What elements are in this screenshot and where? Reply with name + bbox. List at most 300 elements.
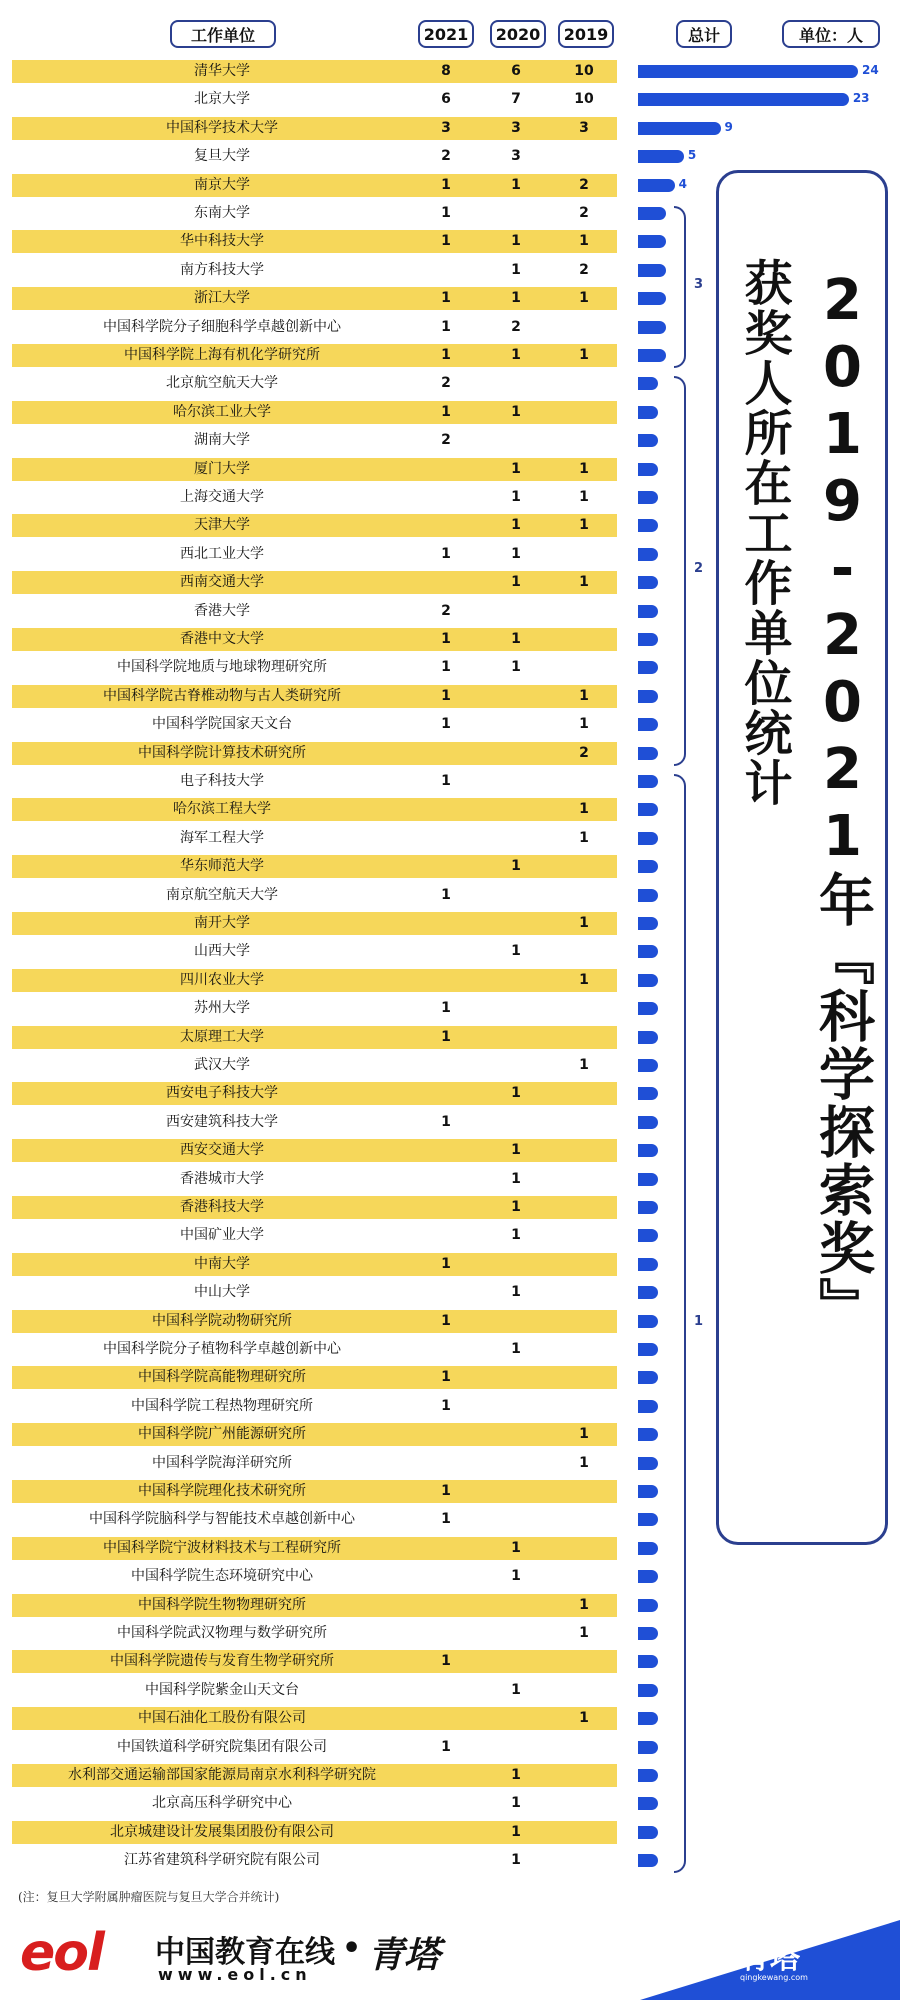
value-y2020: 1 — [511, 943, 521, 960]
value-y2020: 7 — [511, 91, 521, 108]
value-y2020: 1 — [511, 1227, 521, 1244]
table-row — [12, 1310, 617, 1333]
total-bar — [638, 1712, 658, 1725]
value-y2021: 1 — [441, 886, 451, 903]
total-bar — [638, 1144, 658, 1157]
value-y2020: 1 — [511, 1681, 521, 1698]
title-box — [716, 170, 888, 1545]
total-bar — [638, 321, 666, 334]
value-y2020: 1 — [511, 290, 521, 307]
unit-name: 华中科技大学 — [180, 233, 264, 250]
value-y2021 — [426, 1338, 466, 1361]
value-y2019: 1 — [579, 517, 589, 534]
value-y2019 — [564, 1026, 604, 1049]
unit-name: 南方科技大学 — [180, 261, 264, 278]
total-bar — [638, 1741, 658, 1754]
table-row — [12, 1480, 617, 1503]
value-y2019 — [564, 1082, 604, 1105]
value-y2020: 1 — [511, 1341, 521, 1357]
value-y2021 — [426, 1224, 466, 1247]
unit-name: 哈尔滨工业大学 — [173, 403, 271, 420]
total-bar — [638, 661, 658, 674]
table-row — [12, 486, 617, 509]
unit-name: 北京城建设计发展集团股份有限公司 — [110, 1823, 334, 1840]
footer — [0, 1905, 900, 2000]
value-y2021 — [426, 1452, 466, 1475]
table-row — [12, 628, 617, 651]
value-y2019: 1 — [579, 574, 589, 591]
value-y2020: 1 — [511, 1170, 521, 1187]
value-y2019: 2 — [579, 205, 589, 221]
unit-name: 中国科学院武汉物理与数学研究所 — [117, 1625, 327, 1641]
value-y2020: 2 — [511, 318, 521, 335]
value-y2020: 1 — [511, 545, 521, 562]
total-bar — [638, 122, 721, 135]
value-y2020: 1 — [511, 1284, 521, 1301]
value-y2020 — [496, 1594, 536, 1617]
value-y2021: 2 — [441, 148, 451, 165]
value-y2021 — [426, 742, 466, 765]
value-y2020 — [496, 997, 536, 1020]
unit-name: 中国科学院生物物理研究所 — [138, 1596, 306, 1613]
table-row — [12, 600, 617, 623]
unit-name: 中国科学院上海有机化学研究所 — [124, 347, 320, 363]
value-y2020: 1 — [511, 659, 521, 676]
table-row — [12, 429, 617, 452]
unit-name: 中国科学院地质与地球物理研究所 — [117, 659, 327, 676]
value-y2021 — [426, 1082, 466, 1105]
value-y2021 — [426, 1281, 466, 1304]
value-y2020: 1 — [511, 1767, 521, 1783]
value-y2020 — [496, 1622, 536, 1645]
value-y2019: 1 — [579, 829, 589, 846]
total-bar — [638, 1797, 658, 1810]
value-y2019 — [564, 1253, 604, 1276]
total-bar — [638, 1087, 658, 1100]
value-y2019 — [564, 543, 604, 566]
value-y2021: 1 — [441, 716, 451, 733]
unit-name: 中国科学院宁波材料技术与工程研究所 — [103, 1539, 341, 1556]
value-y2019: 1 — [579, 1710, 589, 1727]
table-row — [12, 940, 617, 963]
value-y2021: 1 — [441, 1511, 451, 1528]
unit-name: 浙江大学 — [194, 290, 250, 307]
table-row — [12, 287, 617, 310]
value-y2021: 8 — [441, 63, 451, 79]
unit-name: 中国科学院遗传与发育生物学研究所 — [110, 1653, 334, 1670]
value-y2021: 1 — [441, 1113, 451, 1130]
table-row — [12, 1082, 617, 1105]
value-y2019: 1 — [579, 1596, 589, 1613]
value-y2019: 1 — [579, 460, 589, 477]
unit-name: 中国科学院理化技术研究所 — [138, 1483, 306, 1499]
table-row — [12, 742, 617, 765]
bar-value-label: 23 — [852, 91, 870, 106]
value-y2020: 1 — [511, 1085, 521, 1102]
unit-name: 电子科技大学 — [180, 773, 264, 789]
table-row — [12, 60, 617, 83]
value-y2020: 1 — [511, 489, 521, 505]
table-row — [12, 1736, 617, 1759]
heart-icon: ♡ — [700, 1933, 731, 1973]
value-y2020: 3 — [511, 148, 521, 165]
table-row — [12, 1139, 617, 1162]
table-row — [12, 1054, 617, 1077]
value-y2019 — [564, 1508, 604, 1531]
unit-name: 东南大学 — [194, 205, 250, 221]
value-y2020 — [496, 770, 536, 793]
value-y2019: 2 — [579, 261, 589, 278]
value-y2021 — [426, 1537, 466, 1560]
unit-name: 中国科学院紫金山天文台 — [145, 1681, 299, 1698]
partner-url: qingkewang.com — [740, 1973, 808, 1982]
value-y2019 — [564, 1139, 604, 1162]
total-bar — [638, 1343, 658, 1356]
total-bar — [638, 1684, 658, 1697]
bar-value-label: 9 — [724, 119, 733, 134]
value-y2019 — [564, 1168, 604, 1191]
value-y2020: 1 — [511, 347, 521, 363]
value-y2020 — [496, 1650, 536, 1673]
value-y2020 — [496, 1111, 536, 1134]
table-row — [12, 1366, 617, 1389]
table-row — [12, 202, 617, 225]
table-row — [12, 1764, 617, 1787]
total-bar — [638, 1201, 658, 1214]
unit-name: 中南大学 — [194, 1255, 250, 1272]
unit-name: 四川农业大学 — [180, 971, 264, 988]
value-y2019 — [564, 1764, 604, 1787]
value-y2020 — [496, 429, 536, 452]
value-y2020: 3 — [511, 119, 521, 136]
total-bar — [638, 1059, 658, 1072]
total-bar — [638, 775, 658, 788]
total-bar — [638, 207, 666, 220]
value-y2021: 1 — [441, 1369, 451, 1386]
value-y2020: 1 — [511, 1199, 521, 1215]
table-row — [12, 685, 617, 708]
table-row — [12, 571, 617, 594]
value-y2021: 1 — [441, 1028, 451, 1045]
value-y2019: 10 — [574, 63, 594, 79]
table-row — [12, 1849, 617, 1872]
total-bar — [638, 1655, 658, 1668]
value-y2021 — [426, 1565, 466, 1588]
unit-name: 中国科学院海洋研究所 — [152, 1454, 292, 1471]
total-bar — [638, 434, 658, 447]
value-y2021: 1 — [441, 1653, 451, 1670]
value-y2019 — [564, 429, 604, 452]
total-bar — [638, 1116, 658, 1129]
table-row — [12, 344, 617, 367]
table-row — [12, 1537, 617, 1560]
table-row — [12, 1168, 617, 1191]
unit-name: 中国科学院脑科学与智能技术卓越创新中心 — [89, 1511, 355, 1528]
value-y2021: 1 — [441, 773, 451, 789]
table-row — [12, 1821, 617, 1844]
partner-logo-right: 青塔 — [740, 1941, 800, 1976]
table-row — [12, 1253, 617, 1276]
value-y2021: 1 — [441, 1738, 451, 1755]
value-y2019: 2 — [579, 176, 589, 193]
value-y2020 — [496, 742, 536, 765]
unit-name: 武汉大学 — [194, 1057, 250, 1073]
header-2021: 2021 — [418, 20, 474, 48]
value-y2019: 1 — [579, 801, 589, 818]
chart-subtitle: 获奖人所在工作单位统计 — [736, 258, 792, 808]
table-row — [12, 1622, 617, 1645]
value-y2021: 1 — [441, 318, 451, 335]
value-y2021: 1 — [441, 545, 451, 562]
table-row — [12, 316, 617, 339]
value-y2019 — [564, 401, 604, 424]
value-y2019: 1 — [579, 1625, 589, 1641]
value-y2019 — [564, 1736, 604, 1759]
value-y2020 — [496, 827, 536, 850]
value-y2019 — [564, 1281, 604, 1304]
table-row — [12, 798, 617, 821]
value-y2019: 1 — [579, 489, 589, 505]
value-y2021 — [426, 1707, 466, 1730]
value-y2019: 1 — [579, 1057, 589, 1073]
value-y2019 — [564, 1821, 604, 1844]
value-y2019: 1 — [579, 915, 589, 931]
value-y2019 — [564, 1537, 604, 1560]
value-y2021 — [426, 855, 466, 878]
chart-title: 2019-2021年『科学探索奖』 — [810, 268, 875, 1335]
table-row — [12, 1026, 617, 1049]
unit-name: 南京大学 — [194, 176, 250, 193]
partner-logo: 青塔 — [368, 1934, 441, 1976]
table-row — [12, 514, 617, 537]
value-y2021 — [426, 798, 466, 821]
value-y2020 — [496, 1480, 536, 1503]
value-y2021: 1 — [441, 1000, 451, 1017]
value-y2019 — [564, 1565, 604, 1588]
value-y2019: 1 — [579, 233, 589, 250]
total-bar — [638, 718, 658, 731]
total-bar — [638, 1485, 658, 1498]
value-y2019: 1 — [579, 1426, 589, 1443]
group-brace — [674, 376, 686, 765]
unit-name: 华东师范大学 — [180, 858, 264, 875]
unit-name: 中山大学 — [194, 1284, 250, 1301]
table-row — [12, 1395, 617, 1418]
unit-name: 香港中文大学 — [180, 631, 264, 647]
total-bar — [638, 179, 675, 192]
table-row — [12, 997, 617, 1020]
value-y2021 — [426, 1764, 466, 1787]
unit-name: 天津大学 — [194, 517, 250, 534]
header-unit-label: 单位：人 — [782, 20, 880, 48]
value-y2021 — [426, 486, 466, 509]
value-y2019 — [564, 1792, 604, 1815]
total-bar — [638, 65, 858, 78]
value-y2021 — [426, 940, 466, 963]
value-y2019 — [564, 372, 604, 395]
value-y2021 — [426, 1679, 466, 1702]
unit-name: 水利部交通运输部国家能源局南京水利科学研究院 — [68, 1767, 376, 1783]
value-y2020: 1 — [511, 1823, 521, 1840]
total-bar — [638, 974, 658, 987]
value-y2021: 1 — [441, 1255, 451, 1272]
unit-name: 西安建筑科技大学 — [166, 1113, 278, 1130]
value-y2020: 1 — [511, 574, 521, 591]
value-y2021: 1 — [441, 1483, 451, 1499]
table-row — [12, 912, 617, 935]
table-row — [12, 827, 617, 850]
value-y2021 — [426, 1196, 466, 1219]
unit-name: 南开大学 — [194, 915, 250, 931]
value-y2021 — [426, 1168, 466, 1191]
table-row — [12, 969, 617, 992]
total-bar — [638, 747, 658, 760]
total-bar — [638, 150, 684, 163]
total-bar — [638, 1542, 658, 1555]
value-y2019 — [564, 770, 604, 793]
value-y2019 — [564, 1366, 604, 1389]
unit-name: 湖南大学 — [194, 432, 250, 449]
value-y2019: 1 — [579, 347, 589, 363]
unit-name: 中国石油化工股份有限公司 — [138, 1710, 306, 1727]
unit-name: 中国科学院广州能源研究所 — [138, 1426, 306, 1443]
value-y2019: 2 — [579, 744, 589, 761]
unit-name: 香港大学 — [194, 602, 250, 619]
value-y2020 — [496, 1707, 536, 1730]
unit-name: 中国科学院生态环境研究中心 — [131, 1568, 313, 1585]
value-y2021 — [426, 259, 466, 282]
value-y2021: 3 — [441, 119, 451, 136]
group-brace — [674, 206, 686, 368]
value-y2021: 1 — [441, 347, 451, 363]
total-bar — [638, 463, 658, 476]
total-bar — [638, 264, 666, 277]
value-y2021 — [426, 1423, 466, 1446]
value-y2021: 1 — [441, 176, 451, 193]
value-y2021: 1 — [441, 403, 451, 420]
unit-name: 南京航空航天大学 — [166, 886, 278, 903]
value-y2020: 6 — [511, 63, 521, 79]
value-y2020 — [496, 685, 536, 708]
total-bar — [638, 1428, 658, 1441]
table-row — [12, 117, 617, 140]
group-brace-label: 3 — [694, 277, 704, 292]
table-row — [12, 543, 617, 566]
footnote: (注：复旦大学附属肿瘤医院与复旦大学合并统计) — [18, 1890, 280, 1904]
value-y2019 — [564, 145, 604, 168]
total-bar — [638, 548, 658, 561]
value-y2021 — [426, 1849, 466, 1872]
total-bar — [638, 1400, 658, 1413]
total-bar — [638, 1002, 658, 1015]
total-bar — [638, 1599, 658, 1612]
value-y2021: 6 — [441, 91, 451, 108]
value-y2019: 1 — [579, 290, 589, 307]
eol-brand-name: 中国教育在线 — [155, 1935, 335, 1970]
value-y2020: 1 — [511, 1142, 521, 1159]
value-y2021 — [426, 1054, 466, 1077]
value-y2021: 2 — [441, 375, 451, 392]
value-y2021: 1 — [441, 290, 451, 307]
value-y2021: 1 — [441, 1312, 451, 1329]
value-y2021: 1 — [441, 631, 451, 647]
value-y2019 — [564, 316, 604, 339]
value-y2020 — [496, 202, 536, 225]
value-y2020: 1 — [511, 1568, 521, 1585]
total-bar — [638, 1854, 658, 1867]
total-bar — [638, 1371, 658, 1384]
table-row — [12, 1792, 617, 1815]
value-y2020 — [496, 1423, 536, 1446]
value-y2019 — [564, 1395, 604, 1418]
value-y2019 — [564, 600, 604, 623]
table-row — [12, 1196, 617, 1219]
total-bar — [638, 690, 658, 703]
table-row — [12, 1452, 617, 1475]
total-bar — [638, 1286, 658, 1299]
total-bar — [638, 945, 658, 958]
group-brace-label: 1 — [694, 1313, 704, 1329]
value-y2021 — [426, 514, 466, 537]
value-y2019 — [564, 1196, 604, 1219]
value-y2019 — [564, 1338, 604, 1361]
value-y2020: 1 — [511, 631, 521, 647]
table-row — [12, 372, 617, 395]
value-y2021 — [426, 1821, 466, 1844]
header-2020: 2020 — [490, 20, 546, 48]
total-bar — [638, 1457, 658, 1470]
total-bar — [638, 1627, 658, 1640]
value-y2019 — [564, 1480, 604, 1503]
table-row — [12, 1224, 617, 1247]
value-y2021 — [426, 1792, 466, 1815]
total-bar — [638, 832, 658, 845]
total-bar — [638, 860, 658, 873]
unit-name: 中国矿业大学 — [180, 1227, 264, 1244]
table-row — [12, 1281, 617, 1304]
unit-name: 海军工程大学 — [180, 829, 264, 846]
unit-name: 山西大学 — [194, 943, 250, 960]
value-y2020: 1 — [511, 1539, 521, 1556]
total-bar — [638, 93, 849, 106]
value-y2020: 1 — [511, 460, 521, 477]
group-brace — [674, 774, 686, 1873]
value-y2019: 1 — [579, 971, 589, 988]
bar-value-label: 4 — [678, 176, 688, 191]
value-y2020: 1 — [511, 176, 521, 193]
unit-name: 香港城市大学 — [180, 1170, 264, 1187]
value-y2020 — [496, 798, 536, 821]
value-y2020 — [496, 1508, 536, 1531]
value-y2021 — [426, 1139, 466, 1162]
value-y2020: 1 — [511, 403, 521, 420]
table-row — [12, 145, 617, 168]
value-y2021: 1 — [441, 659, 451, 676]
value-y2019 — [564, 1224, 604, 1247]
table-row — [12, 1423, 617, 1446]
value-y2019: 1 — [579, 1454, 589, 1471]
total-bar — [638, 1513, 658, 1526]
total-bar — [638, 1031, 658, 1044]
unit-name: 中国科学院动物研究所 — [152, 1312, 292, 1329]
value-y2021 — [426, 969, 466, 992]
total-bar — [638, 1826, 658, 1839]
table-row — [12, 1111, 617, 1134]
table-row — [12, 401, 617, 424]
table-row — [12, 884, 617, 907]
table-row — [12, 1594, 617, 1617]
value-y2020: 1 — [511, 1795, 521, 1812]
